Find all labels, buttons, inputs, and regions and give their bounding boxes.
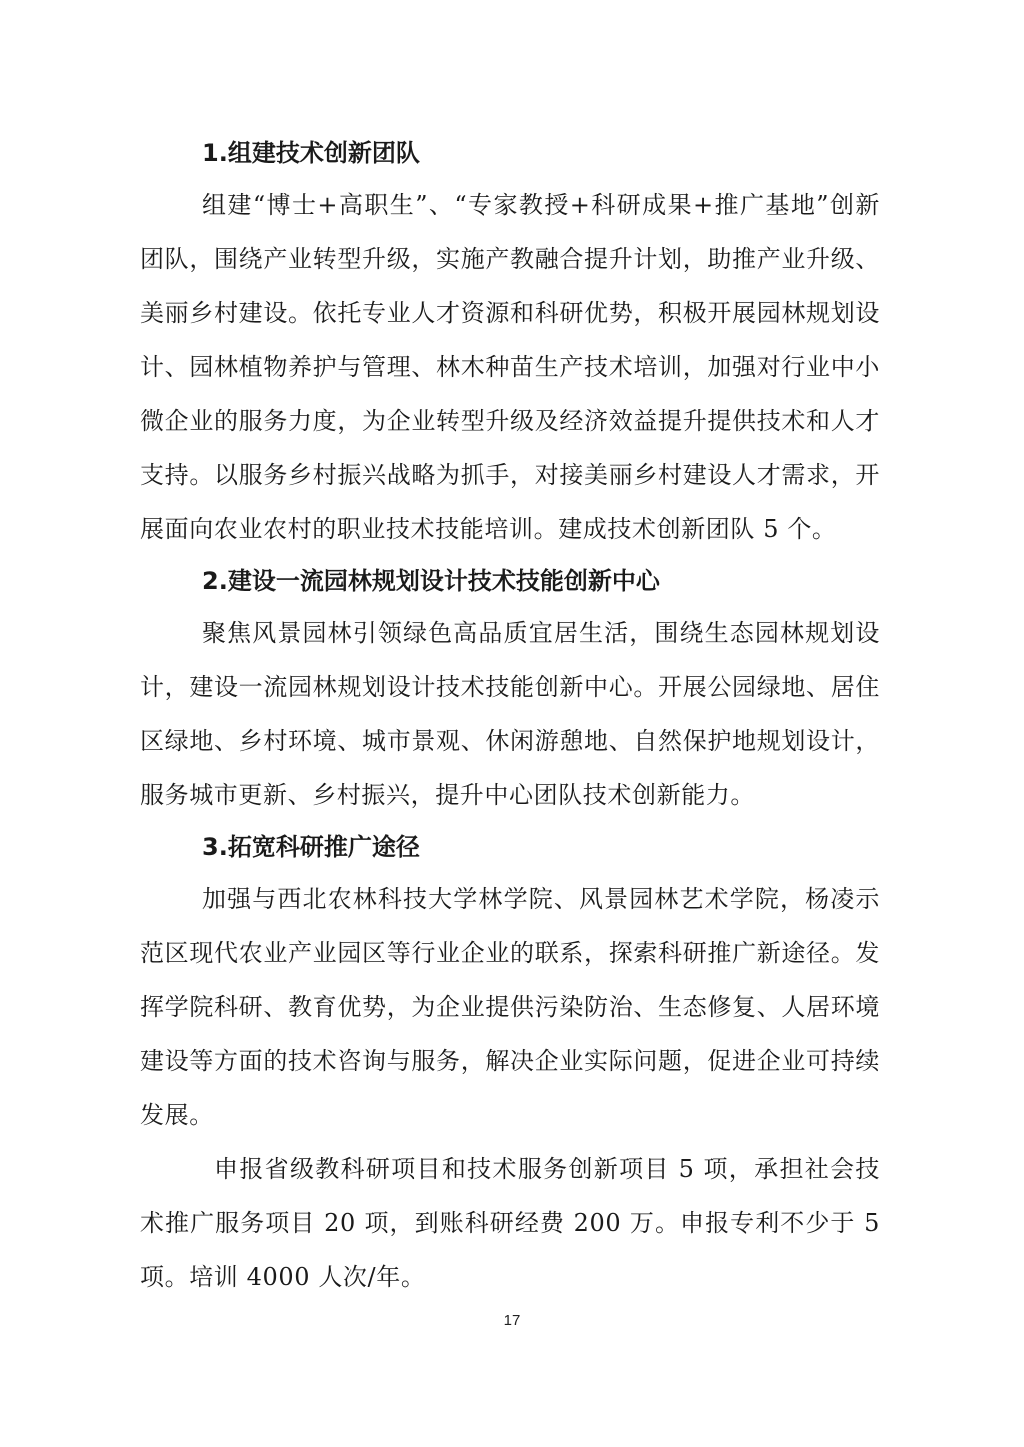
section-3-paragraph-2: 申报省级教科研项目和技术服务创新项目 5 项，承担社会技术推广服务项目 20 项，到账科研经费 200 万。申报专利不少于 5 项。培训 4000 人次/年。	[140, 1155, 880, 1291]
section-2-heading: 2.建设一流园林规划设计技术技能创新中心	[202, 567, 660, 595]
section-3-heading: 3.拓宽科研推广途径	[202, 833, 420, 861]
section-3-paragraph-1: 加强与西北农林科技大学林学院、风景园林艺术学院，杨凌示范区现代农业产业园区等行业企业的联系，探索科研推广新途径。发挥学院科研、教育优势，为企业提供污染防治、生态修复、人居环境建设等方面的技术咨询与服务，解决企业实际问题，促进企业可持续发展。	[140, 885, 880, 1129]
section-1-paragraph: 组建“博士+高职生”、“专家教授+科研成果+推广基地”创新团队，围绕产业转型升级，实施产教融合提升计划，助推产业升级、美丽乡村建设。依托专业人才资源和科研优势，积极开展园林规划设计、园林植物养护与管理、林木种苗生产技术培训，加强对行业中小微企业的服务力度，为企业转型升级及经济效益提升提供技术和人才支持。以服务乡村振兴战略为抓手，对接美丽乡村建设人才需求，开展面向农业农村的职业技术技能培训。建成技术创新团队 5 个。	[140, 191, 880, 543]
page-number: 17	[503, 1312, 521, 1329]
section-1-heading: 1.组建技术创新团队	[202, 139, 420, 167]
document-page	[140, 128, 880, 1304]
section-2-paragraph: 聚焦风景园林引领绿色高品质宜居生活，围绕生态园林规划设计，建设一流园林规划设计技术技能创新中心。开展公园绿地、居住区绿地、乡村环境、城市景观、休闲游憩地、自然保护地规划设计，服务城市更新、乡村振兴，提升中心团队技术创新能力。	[140, 619, 880, 809]
